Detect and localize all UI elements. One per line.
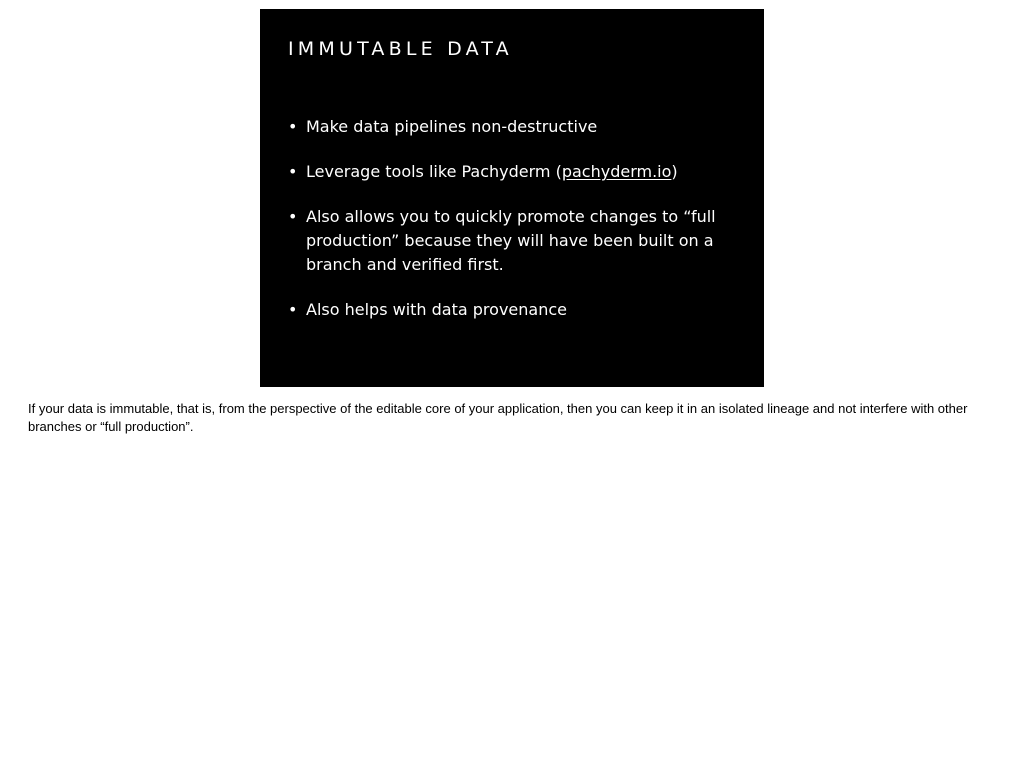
slide	[260, 9, 764, 387]
bullet-text: Make data pipelines non-destructive	[306, 117, 598, 136]
bullet-text: Also allows you to quickly promote changes to “full production” because they will have been built on a branch and verified first.	[306, 207, 716, 274]
slide-title: IMMUTABLE DATA	[288, 38, 513, 60]
bullet-text-after-link: )	[671, 162, 678, 181]
bullet-text: Also helps with data provenance	[306, 300, 567, 319]
bullet-marker: •	[288, 207, 298, 226]
bullet-marker: •	[288, 300, 298, 319]
bullet-item	[288, 205, 728, 277]
bullet-item	[288, 115, 728, 139]
bullet-item	[288, 298, 728, 322]
bullet-marker: •	[288, 162, 298, 181]
bullet-item	[288, 160, 728, 184]
presenter-notes: If your data is immutable, that is, from the perspective of the editable core of your application, then you can keep it in an isolated lineage and not interfere with other branches or “full production”.	[28, 401, 968, 434]
pachyderm-link[interactable]: pachyderm.io	[561, 162, 672, 181]
bullet-marker: •	[288, 117, 298, 136]
bullet-text-before-link: Leverage tools like Pachyderm (	[306, 162, 562, 181]
bullet-list	[288, 115, 728, 343]
